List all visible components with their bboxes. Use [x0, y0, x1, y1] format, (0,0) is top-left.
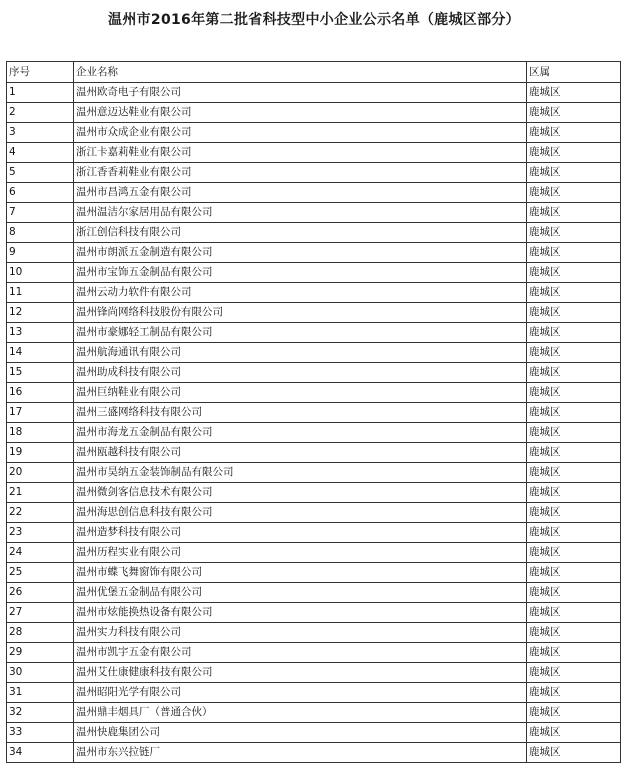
- table-row: [7, 443, 621, 463]
- cell-no: 14: [7, 343, 74, 363]
- cell-company-name: 温州云动力软件有限公司: [74, 283, 527, 303]
- table-row: [7, 683, 621, 703]
- table-row: [7, 323, 621, 343]
- cell-area: 鹿城区: [527, 183, 621, 203]
- cell-company-name: 温州意迈达鞋业有限公司: [74, 103, 527, 123]
- table-row: [7, 143, 621, 163]
- cell-company-name: 温州昭阳光学有限公司: [74, 683, 527, 703]
- table-row: [7, 403, 621, 423]
- table-row: [7, 303, 621, 323]
- cell-area: 鹿城区: [527, 283, 621, 303]
- cell-area: 鹿城区: [527, 663, 621, 683]
- cell-no: 27: [7, 603, 74, 623]
- cell-no: 5: [7, 163, 74, 183]
- cell-no: 10: [7, 263, 74, 283]
- cell-no: 3: [7, 123, 74, 143]
- cell-area: 鹿城区: [527, 303, 621, 323]
- cell-no: 31: [7, 683, 74, 703]
- cell-no: 25: [7, 563, 74, 583]
- table-row: [7, 383, 621, 403]
- cell-area: 鹿城区: [527, 443, 621, 463]
- table-row: [7, 503, 621, 523]
- cell-no: 13: [7, 323, 74, 343]
- table-row: [7, 663, 621, 683]
- cell-no: 12: [7, 303, 74, 323]
- cell-no: 2: [7, 103, 74, 123]
- table-row: [7, 223, 621, 243]
- cell-company-name: 温州市东兴拉链厂: [74, 743, 527, 763]
- table-row: [7, 263, 621, 283]
- cell-area: 鹿城区: [527, 623, 621, 643]
- cell-no: 22: [7, 503, 74, 523]
- cell-area: 鹿城区: [527, 683, 621, 703]
- cell-no: 30: [7, 663, 74, 683]
- cell-company-name: 温州市蝶飞舞窗饰有限公司: [74, 563, 527, 583]
- cell-area: 鹿城区: [527, 603, 621, 623]
- table-row: [7, 543, 621, 563]
- cell-no: 23: [7, 523, 74, 543]
- cell-no: 17: [7, 403, 74, 423]
- cell-company-name: 温州造梦科技有限公司: [74, 523, 527, 543]
- cell-area: 鹿城区: [527, 263, 621, 283]
- table-row: [7, 83, 621, 103]
- cell-area: 鹿城区: [527, 723, 621, 743]
- cell-no: 33: [7, 723, 74, 743]
- table-row: [7, 603, 621, 623]
- cell-company-name: 浙江创信科技有限公司: [74, 223, 527, 243]
- cell-area: 鹿城区: [527, 123, 621, 143]
- cell-area: 鹿城区: [527, 83, 621, 103]
- cell-area: 鹿城区: [527, 483, 621, 503]
- cell-company-name: 温州市众成企业有限公司: [74, 123, 527, 143]
- cell-company-name: 温州市昊纳五金装饰制品有限公司: [74, 463, 527, 483]
- table-row: [7, 523, 621, 543]
- table-row: [7, 343, 621, 363]
- cell-area: 鹿城区: [527, 643, 621, 663]
- cell-company-name: 温州历程实业有限公司: [74, 543, 527, 563]
- cell-company-name: 温州巨纳鞋业有限公司: [74, 383, 527, 403]
- table-row: [7, 563, 621, 583]
- page-title: 温州市2016年第二批省科技型中小企业公示名单（鹿城区部分）: [108, 12, 520, 28]
- cell-company-name: 浙江香香莉鞋业有限公司: [74, 163, 527, 183]
- cell-area: 鹿城区: [527, 163, 621, 183]
- cell-area: 鹿城区: [527, 243, 621, 263]
- cell-area: 鹿城区: [527, 423, 621, 443]
- table-row: [7, 243, 621, 263]
- header-name: 企业名称: [74, 62, 527, 83]
- cell-area: 鹿城区: [527, 203, 621, 223]
- cell-company-name: 温州航海通讯有限公司: [74, 343, 527, 363]
- header-no: 序号: [7, 62, 74, 83]
- cell-no: 18: [7, 423, 74, 443]
- table-row: [7, 463, 621, 483]
- company-list-table: [6, 61, 621, 763]
- table-row: [7, 103, 621, 123]
- cell-area: 鹿城区: [527, 323, 621, 343]
- cell-no: 1: [7, 83, 74, 103]
- cell-no: 16: [7, 383, 74, 403]
- cell-company-name: 温州市海龙五金制品有限公司: [74, 423, 527, 443]
- cell-company-name: 温州市昌鸿五金有限公司: [74, 183, 527, 203]
- cell-company-name: 温州欧奇电子有限公司: [74, 83, 527, 103]
- table-row: [7, 723, 621, 743]
- cell-no: 28: [7, 623, 74, 643]
- cell-no: 24: [7, 543, 74, 563]
- cell-company-name: 温州艾仕康健康科技有限公司: [74, 663, 527, 683]
- cell-no: 7: [7, 203, 74, 223]
- cell-no: 21: [7, 483, 74, 503]
- cell-no: 26: [7, 583, 74, 603]
- cell-company-name: 温州市豪娜轻工制品有限公司: [74, 323, 527, 343]
- cell-no: 11: [7, 283, 74, 303]
- cell-area: 鹿城区: [527, 583, 621, 603]
- table-row: [7, 623, 621, 643]
- table-row: [7, 363, 621, 383]
- table-body: [7, 62, 621, 763]
- cell-area: 鹿城区: [527, 503, 621, 523]
- cell-company-name: 温州市宝饰五金制品有限公司: [74, 263, 527, 283]
- cell-no: 29: [7, 643, 74, 663]
- header-area: 区属: [527, 62, 621, 83]
- cell-company-name: 温州海思创信息科技有限公司: [74, 503, 527, 523]
- cell-no: 6: [7, 183, 74, 203]
- cell-area: 鹿城区: [527, 743, 621, 763]
- cell-no: 32: [7, 703, 74, 723]
- cell-company-name: 温州微剑客信息技术有限公司: [74, 483, 527, 503]
- table-row: [7, 123, 621, 143]
- cell-no: 20: [7, 463, 74, 483]
- cell-company-name: 温州快鹿集团公司: [74, 723, 527, 743]
- cell-company-name: 温州瓯越科技有限公司: [74, 443, 527, 463]
- cell-no: 8: [7, 223, 74, 243]
- cell-company-name: 温州优堡五金制品有限公司: [74, 583, 527, 603]
- cell-company-name: 温州锋尚网络科技股份有限公司: [74, 303, 527, 323]
- cell-no: 9: [7, 243, 74, 263]
- table-row: [7, 743, 621, 763]
- cell-company-name: 温州助成科技有限公司: [74, 363, 527, 383]
- cell-company-name: 温州市朗派五金制造有限公司: [74, 243, 527, 263]
- cell-area: 鹿城区: [527, 403, 621, 423]
- table-row: [7, 283, 621, 303]
- table-row: [7, 583, 621, 603]
- table-row: [7, 483, 621, 503]
- cell-company-name: 温州温洁尔家居用品有限公司: [74, 203, 527, 223]
- cell-area: 鹿城区: [527, 523, 621, 543]
- table-row: [7, 163, 621, 183]
- cell-no: 19: [7, 443, 74, 463]
- cell-no: 34: [7, 743, 74, 763]
- cell-area: 鹿城区: [527, 363, 621, 383]
- cell-no: 4: [7, 143, 74, 163]
- cell-company-name: 温州三盛网络科技有限公司: [74, 403, 527, 423]
- cell-area: 鹿城区: [527, 143, 621, 163]
- cell-area: 鹿城区: [527, 463, 621, 483]
- table-row: [7, 423, 621, 443]
- table-row: [7, 183, 621, 203]
- cell-no: 15: [7, 363, 74, 383]
- table-row: [7, 643, 621, 663]
- cell-company-name: 温州鼎丰烟具厂（普通合伙）: [74, 703, 527, 723]
- cell-company-name: 浙江卡嘉莉鞋业有限公司: [74, 143, 527, 163]
- cell-company-name: 温州市炫能换热设备有限公司: [74, 603, 527, 623]
- table-header-row: [7, 62, 621, 83]
- cell-company-name: 温州实力科技有限公司: [74, 623, 527, 643]
- table-row: [7, 203, 621, 223]
- cell-area: 鹿城区: [527, 103, 621, 123]
- cell-area: 鹿城区: [527, 703, 621, 723]
- cell-area: 鹿城区: [527, 383, 621, 403]
- cell-area: 鹿城区: [527, 563, 621, 583]
- table-row: [7, 703, 621, 723]
- cell-company-name: 温州市凯宇五金有限公司: [74, 643, 527, 663]
- cell-area: 鹿城区: [527, 543, 621, 563]
- cell-area: 鹿城区: [527, 343, 621, 363]
- cell-area: 鹿城区: [527, 223, 621, 243]
